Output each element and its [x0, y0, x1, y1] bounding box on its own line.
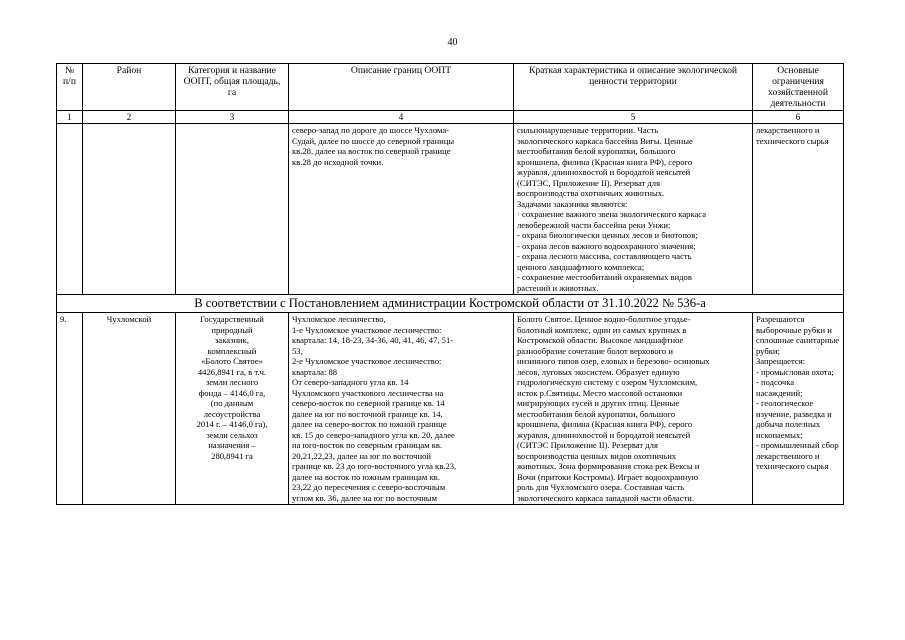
text-line: кв.28 до исходной точки.: [292, 156, 384, 167]
text-line: квартала: 88: [292, 366, 338, 377]
text-line: Государственный: [200, 314, 264, 324]
text-line: далее на северо-восток по южной границе: [292, 419, 447, 429]
text-line: северо-восток по северной границе кв. 14: [292, 398, 445, 408]
text-line: ископаемых;: [756, 429, 803, 440]
continuation-category-cell: [176, 124, 289, 295]
text-line: насаждений;: [756, 387, 803, 398]
text-line: лесов, луговых экосистем. Образует единую: [517, 366, 680, 377]
column-number: 3: [176, 111, 289, 124]
text-line: заказник,: [215, 335, 249, 345]
continuation-restrictions-cell: [753, 124, 844, 295]
text-line: добыча полезных: [756, 419, 821, 429]
text-line: воспроизводства охотничьих животных.: [517, 188, 665, 198]
text-line: - охрана лесного массива, составляющего часть: [517, 251, 692, 261]
text-line: 4426,8941 га, в т.ч.: [197, 366, 267, 377]
column-number-row: [57, 111, 844, 124]
text-line: - подсочка: [756, 377, 795, 387]
text-line: болотный комплекс, один из самых крупных в: [517, 324, 687, 335]
text-line: Судай, далее по шоссе до северной границы: [292, 135, 455, 146]
text-line: кроншнепа, филина (Красная книга РФ), серого: [517, 156, 693, 167]
text-line: · сохранение важного звена экологического каркаса: [517, 209, 707, 219]
text-line: северо-запад по дороге до шоссе Чухлома-: [292, 125, 450, 135]
column-number: 6: [753, 111, 844, 124]
header-characteristics: Краткая характеристика и описание экологической ценности территории: [514, 64, 753, 111]
continuation-characteristics-cell: [514, 124, 753, 295]
column-number: 4: [289, 111, 514, 124]
text-line: местообитания белой куропатки, большого: [517, 408, 676, 419]
text-line: - промысловая охота;: [756, 366, 834, 377]
restrictions-cell: [753, 313, 844, 505]
text-line: - сохранение местообитаний охраняемых видов: [517, 272, 692, 282]
column-number: 1: [57, 111, 83, 124]
text-line: (по данным: [210, 398, 254, 408]
header-restrictions: Основные ограничения хозяйственной деятельности: [753, 64, 844, 111]
text-line: низинного типов озер, еловых и березово- осиновых: [517, 356, 710, 366]
text-line: 2-е Чухломское участковое лесничество:: [292, 356, 442, 366]
text-line: - промышленный сбор: [756, 440, 839, 450]
text-line: лесоустройства: [203, 408, 261, 419]
text-line: лекарственного и: [756, 125, 820, 135]
continuation-district-cell: [83, 124, 176, 295]
text-line: 53,: [292, 345, 303, 356]
header-number: № п/п: [57, 64, 83, 111]
section-heading: В соответствии с Постановлением администрации Костромской области от 31.10.2022 № 536-а: [57, 295, 844, 313]
text-line: кроншнепа, филина (Красная книга РФ), серого: [517, 419, 693, 429]
text-line: сплошные санитарные: [756, 335, 840, 345]
text-line: 1-е Чухломское участковое лесничество:: [292, 324, 442, 335]
section-heading-row: [57, 295, 844, 313]
text-line: границе кв. 23 до юго-восточного угла кв.23,: [292, 461, 457, 471]
text-line: на юго-восток по северным границам кв.: [292, 440, 443, 450]
text-line: Чухломского участкового лесничества на: [292, 387, 444, 398]
continuation-boundary-cell: [289, 124, 514, 295]
text-line: природный: [211, 324, 253, 335]
text-line: Костромской области. Высокое ландшафтное: [517, 335, 684, 345]
text-line: - геологическое: [756, 398, 814, 408]
header-district: Район: [83, 64, 176, 111]
text-line: разнообразие сочетание болот верхового и: [517, 345, 673, 356]
text-line: исток р.Святицы. Место массовой остановки: [517, 387, 683, 398]
text-line: Разрешаются: [756, 314, 805, 324]
text-line: 280,8941 га: [211, 450, 253, 461]
row-number-cell: 9.: [57, 313, 83, 505]
text-line: 23,22 до пересечения с северо-восточным: [292, 482, 446, 492]
text-line: далее на юг по восточной границе кв. 14,: [292, 408, 443, 419]
page-number: 40: [447, 37, 458, 48]
text-line: От северо-западного угла кв. 14: [292, 377, 409, 387]
district-cell: Чухломской: [83, 313, 176, 505]
text-line: роль для Чухломского озера. Составная часть: [517, 482, 685, 492]
text-line: рубки;: [756, 345, 780, 356]
table-row-9: [57, 313, 844, 505]
text-line: фонда – 4146,0 га,: [198, 387, 266, 398]
text-line: далее на восток по южным границам кв.: [292, 471, 440, 482]
text-line: Запрещается:: [756, 356, 805, 366]
text-line: назначения –: [208, 440, 256, 450]
text-line: журавля, длиннохвостой и бородатой неясытей: [517, 429, 691, 440]
boundary-cell: [289, 313, 514, 505]
text-line: гидрологическую систему с озером Чухломским,: [517, 377, 698, 387]
header-boundary: Описание границ ООПТ: [289, 64, 514, 111]
text-line: земли лесного: [205, 377, 259, 387]
text-line: «Болото Святое»: [201, 356, 263, 366]
protected-areas-table: [56, 63, 844, 505]
text-line: (СИТЭС Приложение II). Резерват для: [517, 440, 658, 450]
text-line: кв. 15 до северо-западного угла кв. 20, далее: [292, 429, 455, 440]
category-cell: [176, 313, 289, 505]
text-line: изучение, разведка и: [756, 408, 832, 419]
text-line: экологического каркаса бассейна Вигы. Ценные: [517, 135, 693, 146]
text-line: экологического каркаса западной части области.: [517, 492, 695, 503]
text-line: местообитания белой куропатки, большого: [517, 146, 676, 156]
table-header-row: [57, 64, 844, 111]
text-line: Задачами заказника являются:: [517, 198, 628, 209]
column-number: 2: [83, 111, 176, 124]
text-line: растений и животных.: [517, 282, 599, 293]
continuation-number-cell: [57, 124, 83, 295]
text-line: Чухломское лесничество,: [292, 314, 386, 324]
text-line: Вочи (притоки Костромы). Играет водоохранную: [517, 471, 699, 482]
text-line: 20,21,22,23, далее на юг по восточной: [292, 450, 432, 461]
text-line: (СИТЭС, Приложение II). Резерват для: [517, 177, 661, 188]
text-line: левобережной части бассейна реки Унжи;: [517, 219, 671, 230]
text-line: кв.28, далее на восток по северной границе: [292, 146, 451, 156]
text-line: Болото Святое. Ценное водно-болотное угодье-: [517, 314, 691, 324]
text-line: мигрирующих гусей и других птиц. Ценные: [517, 398, 680, 408]
text-line: лекарственного и: [756, 450, 820, 461]
text-line: воспроизводства ценных видов охотничьих: [517, 450, 677, 461]
text-line: выборочные рубки и: [756, 324, 832, 335]
text-line: технического сырья: [756, 461, 829, 471]
text-line: животных. Зона формирования стока рек Вексы и: [517, 461, 700, 471]
text-line: технического сырья: [756, 135, 829, 146]
text-line: сильнонарушенные территории. Часть: [517, 125, 659, 135]
text-line: квартала: 14, 18-23, 34-36, 40, 41, 46, 47, 51-: [292, 335, 454, 345]
continuation-row: [57, 124, 844, 295]
characteristics-cell: [514, 313, 753, 505]
text-line: - охрана лесов важного водоохранного значения;: [517, 240, 696, 251]
text-line: 2014 г. – 4146,0 га),: [196, 419, 268, 429]
column-number: 5: [514, 111, 753, 124]
text-line: земли сельхоз: [206, 429, 258, 440]
header-category: Категория и название ООПТ, общая площадь, га: [176, 64, 289, 111]
text-line: - охрана биологически ценных лесов и биотопов;: [517, 230, 698, 240]
text-line: ценного ландшафтного комплекса;: [517, 261, 645, 272]
text-line: комплексный: [207, 345, 257, 356]
text-line: журавля, длиннохвостой и бородатой неясытей: [517, 167, 691, 177]
text-line: углом кв. 36, далее на юг по восточным: [292, 492, 438, 503]
